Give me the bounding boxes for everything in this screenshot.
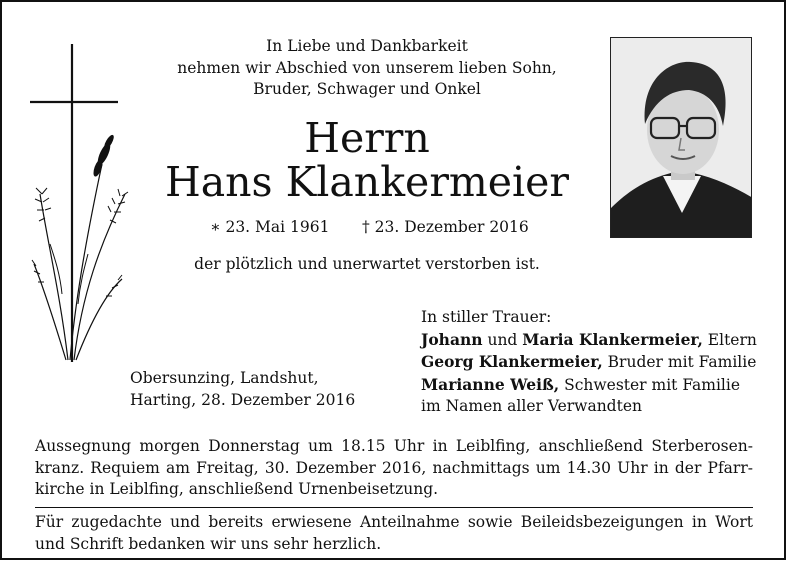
mourner-relation: Bruder mit Familie [602,353,757,371]
intro-text [152,36,582,101]
mourner-connector: und [482,330,523,349]
mourner-relation: Schwester mit Familie [559,375,741,394]
deceased-name: Hans Klankermeier [164,158,570,206]
mourner-relation: im Namen aller Verwandten [421,397,642,415]
mourner-name: Maria Klankermeier, [522,329,703,349]
intro-line: Bruder, Schwager und Onkel [253,80,481,98]
mourner-line [421,351,757,374]
mourner-line [421,374,757,397]
mourner-name: Johann [421,329,483,349]
mourner-relation: Eltern [702,330,757,349]
thanks-text: Für zugedachte und bereits erwiesene Anteilnahme sowie Beileidsbezeigungen in Wort und Schrift bedanken wir uns sehr herzlich. [35,513,753,553]
mourner-name: Georg Klankermeier, [421,352,603,371]
mourners-heading: In stiller Trauer: [421,308,552,326]
place-line: Obersunzing, Landshut, [130,369,319,387]
mourners-list [421,307,757,418]
divider [35,507,753,508]
portrait-photo [610,37,752,238]
place-and-date [130,368,355,411]
intro-line: In Liebe und Dankbarkeit [266,37,468,55]
portrait-photo-graphic [611,38,752,238]
birth-date: ∗ 23. Mai 1961 [210,218,330,236]
death-note: der plötzlich und unerwartet verstorben ist. [194,255,540,273]
place-line: Harting, 28. Dezember 2016 [130,390,356,409]
funeral-details: Aussegnung morgen Donnerstag um 18.15 Uhr in Leiblfing, anschließend Sterberosenkranz. Requiem am Freitag, 30. Dezember 2016, nachmittags um 14.30 Uhr in der Pfarrkirche in Leiblfing, anschließend Urnenbeisetzung. [35,437,753,498]
cross-with-wheat-icon [30,44,130,364]
intro-line: nehmen wir Abschied von unserem lieben Sohn, [177,58,557,77]
death-date: † 23. Dezember 2016 [362,218,529,236]
honorific: Herrn [304,114,430,162]
mourner-line [421,329,757,352]
mourner-name: Marianne Weiß, [421,374,560,394]
mourner-line [421,396,757,418]
